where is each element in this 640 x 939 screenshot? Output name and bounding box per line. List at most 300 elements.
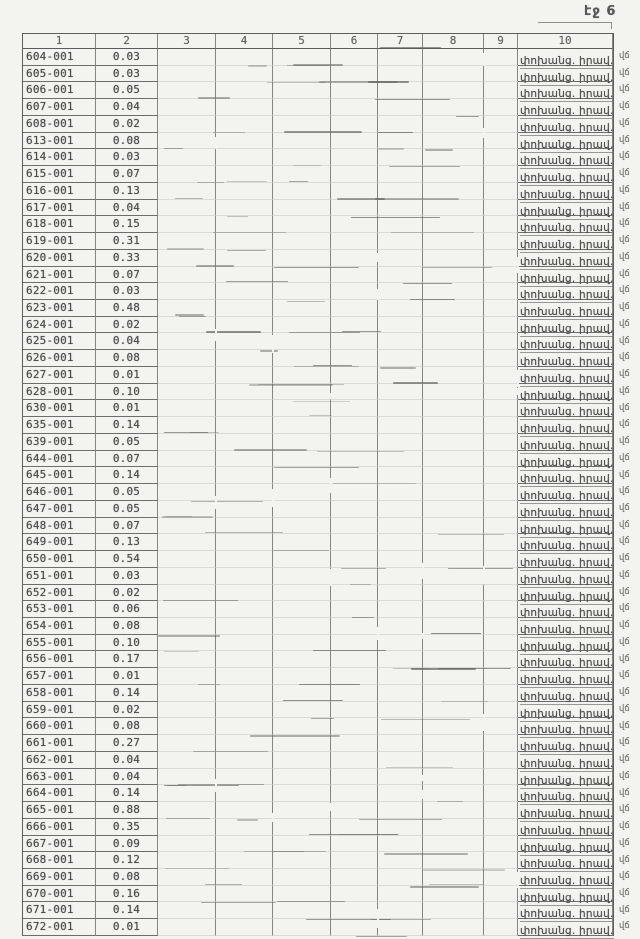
empty-cell [378, 718, 423, 735]
right-type-label: փոխանց. իրավ. [520, 557, 614, 570]
row-margin-mark: վճ [619, 703, 630, 714]
value-cell: 0.08 [96, 133, 158, 150]
scan-artifact [198, 97, 231, 99]
empty-cell [216, 902, 273, 919]
parcel-code-cell: 649-001 [23, 534, 96, 551]
empty-cell [423, 183, 484, 200]
scan-artifact [201, 902, 276, 903]
table-row [23, 133, 613, 150]
empty-cell [423, 484, 484, 501]
empty-cell [484, 902, 518, 919]
scan-artifact [164, 148, 183, 149]
empty-cell [273, 501, 331, 518]
value-cell: 0.02 [96, 317, 158, 334]
parcel-code-cell: 623-001 [23, 300, 96, 317]
empty-cell [158, 585, 216, 602]
right-type-cell [518, 551, 613, 568]
empty-cell [216, 769, 273, 786]
empty-cell [158, 283, 216, 300]
value-cell: 0.02 [96, 116, 158, 133]
scan-gap-artifact [517, 872, 519, 889]
value-cell: 0.10 [96, 384, 158, 401]
row-margin-mark: վճ [619, 586, 630, 597]
empty-cell [216, 384, 273, 401]
empty-cell [331, 283, 378, 300]
empty-cell [378, 886, 423, 903]
empty-cell [216, 400, 273, 417]
table-row [23, 518, 613, 535]
empty-cell [484, 551, 518, 568]
table-row [23, 752, 613, 769]
scan-artifact [393, 668, 431, 669]
empty-cell [423, 802, 484, 819]
scan-artifact [378, 132, 413, 133]
parcel-code-cell: 624-001 [23, 317, 96, 334]
empty-cell [331, 718, 378, 735]
empty-cell [331, 635, 378, 652]
empty-cell [378, 333, 423, 350]
empty-cell [378, 651, 423, 668]
right-type-label: փոխանց. իրավ. [520, 590, 614, 603]
empty-cell [378, 183, 423, 200]
page-number-underline-tick [611, 22, 612, 29]
empty-cell [216, 99, 273, 116]
empty-cell [378, 769, 423, 786]
row-margin-mark: վճ [619, 218, 630, 229]
row-margin-mark: վճ [619, 134, 630, 145]
empty-cell [331, 384, 378, 401]
scan-artifact [381, 719, 470, 720]
empty-cell [484, 467, 518, 484]
empty-cell [423, 116, 484, 133]
empty-cell [423, 367, 484, 384]
scan-gap-artifact [215, 329, 217, 342]
empty-cell [423, 702, 484, 719]
value-cell: 0.07 [96, 267, 158, 284]
empty-cell [158, 902, 216, 919]
table-row [23, 99, 613, 116]
right-type-label: փոխանց. իրավ. [520, 858, 614, 871]
scan-gap-artifact [483, 128, 485, 137]
scan-artifact [441, 701, 489, 702]
scan-artifact [352, 617, 373, 618]
parcel-code-cell: 625-001 [23, 333, 96, 350]
row-margin-mark: վճ [619, 636, 630, 647]
scan-artifact [258, 384, 344, 385]
parcel-code-cell: 657-001 [23, 668, 96, 685]
empty-cell [484, 501, 518, 518]
empty-cell [423, 300, 484, 317]
scan-artifact [410, 299, 455, 300]
row-margin-mark: վճ [619, 737, 630, 748]
right-type-label: փոխանց. իրավ. [520, 908, 614, 921]
empty-cell [216, 819, 273, 836]
scan-artifact [380, 367, 416, 369]
value-cell: 0.07 [96, 518, 158, 535]
parcel-code-cell: 668-001 [23, 852, 96, 869]
empty-cell [216, 702, 273, 719]
empty-cell [423, 384, 484, 401]
right-type-cell [518, 267, 613, 284]
empty-cell [484, 585, 518, 602]
empty-cell [423, 836, 484, 853]
empty-cell [331, 250, 378, 267]
empty-cell [216, 501, 273, 518]
scan-artifact [423, 267, 492, 268]
empty-cell [158, 216, 216, 233]
scan-artifact [317, 451, 404, 452]
empty-cell [423, 451, 484, 468]
parcel-code-cell: 672-001 [23, 919, 96, 936]
empty-cell [273, 869, 331, 886]
empty-cell [423, 133, 484, 150]
table-row [23, 802, 613, 819]
empty-cell [158, 350, 216, 367]
empty-cell [273, 752, 331, 769]
empty-cell [484, 869, 518, 886]
right-type-cell [518, 133, 613, 150]
empty-cell [158, 668, 216, 685]
value-cell: 0.03 [96, 283, 158, 300]
value-cell: 0.09 [96, 836, 158, 853]
row-margin-mark: վճ [619, 51, 630, 61]
empty-cell [273, 233, 331, 250]
right-type-label: փոխանց. իրավ. [520, 808, 614, 821]
empty-cell [216, 919, 273, 936]
empty-cell [484, 116, 518, 133]
empty-cell [273, 367, 331, 384]
empty-cell [158, 685, 216, 702]
empty-cell [273, 635, 331, 652]
scan-artifact [437, 801, 463, 802]
empty-cell [378, 200, 423, 217]
row-margin-mark: վճ [619, 385, 630, 396]
scan-artifact [196, 265, 234, 267]
table-row [23, 534, 613, 551]
scan-artifact [164, 651, 199, 652]
empty-cell [378, 518, 423, 535]
parcel-code-cell: 670-001 [23, 886, 96, 903]
scan-artifact [164, 432, 207, 433]
empty-cell [216, 451, 273, 468]
empty-cell [158, 819, 216, 836]
empty-cell [273, 735, 331, 752]
parcel-code-cell: 660-001 [23, 718, 96, 735]
empty-cell [216, 785, 273, 802]
empty-cell [273, 451, 331, 468]
value-cell: 0.14 [96, 467, 158, 484]
column-header: 4 [216, 34, 273, 49]
table-row [23, 384, 613, 401]
scan-artifact [384, 853, 467, 855]
table-row [23, 250, 613, 267]
scan-gap-artifact [272, 335, 274, 354]
empty-cell [378, 702, 423, 719]
parcel-code-cell: 604-001 [23, 49, 96, 66]
scan-artifact [166, 818, 210, 819]
right-type-cell [518, 149, 613, 166]
row-margin-mark: վճ [619, 268, 630, 279]
right-type-cell [518, 852, 613, 869]
parcel-code-cell: 667-001 [23, 836, 96, 853]
right-type-cell [518, 367, 613, 384]
row-margin-mark: վճ [619, 352, 630, 363]
empty-cell [331, 333, 378, 350]
empty-cell [423, 283, 484, 300]
empty-cell [273, 300, 331, 317]
parcel-code-cell: 648-001 [23, 518, 96, 535]
right-type-label: փոխանց. իրավ. [520, 623, 614, 636]
empty-cell [423, 551, 484, 568]
empty-cell [423, 501, 484, 518]
parcel-code-cell: 645-001 [23, 467, 96, 484]
empty-cell [273, 200, 331, 217]
row-margin-mark: վճ [619, 335, 630, 346]
right-type-cell [518, 919, 613, 936]
right-type-cell [518, 350, 613, 367]
empty-cell [484, 601, 518, 618]
right-type-label: փոխանց. իրավ. [520, 657, 614, 670]
value-cell: 0.03 [96, 149, 158, 166]
right-type-cell [518, 467, 613, 484]
empty-cell [331, 551, 378, 568]
parcel-code-cell: 619-001 [23, 233, 96, 250]
scan-artifact [429, 884, 484, 885]
row-margin-mark: վճ [619, 754, 630, 765]
empty-cell [378, 467, 423, 484]
empty-cell [216, 718, 273, 735]
empty-cell [378, 735, 423, 752]
empty-cell [378, 534, 423, 551]
empty-cell [378, 551, 423, 568]
empty-cell [423, 317, 484, 334]
column-header: 8 [423, 34, 484, 49]
empty-cell [158, 752, 216, 769]
table-row [23, 886, 613, 903]
empty-cell [158, 333, 216, 350]
right-type-cell [518, 216, 613, 233]
parcel-code-cell: 647-001 [23, 501, 96, 518]
scan-artifact [277, 901, 344, 902]
empty-cell [216, 149, 273, 166]
scan-artifact [197, 182, 223, 183]
right-type-label: փոխանց. իրավ. [520, 490, 614, 503]
empty-cell [331, 869, 378, 886]
parcel-code-cell: 626-001 [23, 350, 96, 367]
value-cell: 0.14 [96, 785, 158, 802]
empty-cell [378, 367, 423, 384]
right-type-cell [518, 618, 613, 635]
right-type-label: փոխանց. իրավ. [520, 456, 614, 469]
empty-cell [273, 601, 331, 618]
empty-cell [216, 635, 273, 652]
empty-cell [484, 718, 518, 735]
scan-artifact [313, 650, 386, 651]
right-type-label: փոխանց. իրավ. [520, 372, 614, 385]
table-row [23, 852, 613, 869]
empty-cell [423, 350, 484, 367]
row-margin-mark: վճ [619, 653, 630, 664]
right-type-label: փոխանց. իրավ. [520, 255, 614, 268]
empty-cell [216, 601, 273, 618]
empty-cell [423, 49, 484, 66]
empty-cell [484, 668, 518, 685]
row-margin-mark: վճ [619, 436, 630, 447]
empty-cell [378, 350, 423, 367]
parcel-code-cell: 606-001 [23, 82, 96, 99]
right-type-cell [518, 869, 613, 886]
right-type-label: փոխանց. իրավ. [520, 172, 614, 185]
empty-cell [378, 785, 423, 802]
parcel-code-cell: 655-001 [23, 635, 96, 652]
parcel-code-cell: 605-001 [23, 66, 96, 83]
empty-cell [378, 852, 423, 869]
empty-cell [378, 484, 423, 501]
empty-cell [331, 501, 378, 518]
value-cell: 0.10 [96, 635, 158, 652]
empty-cell [378, 82, 423, 99]
empty-cell [216, 183, 273, 200]
empty-cell [484, 618, 518, 635]
table-row [23, 183, 613, 200]
row-margin-mark: վճ [619, 569, 630, 580]
parcel-code-cell: 617-001 [23, 200, 96, 217]
scan-artifact [283, 700, 343, 701]
right-type-cell [518, 250, 613, 267]
empty-cell [378, 601, 423, 618]
empty-cell [423, 66, 484, 83]
right-type-label: փոխանց. իրավ. [520, 55, 614, 67]
row-margin-mark: վճ [619, 251, 630, 262]
empty-cell [158, 166, 216, 183]
empty-cell [216, 752, 273, 769]
row-margin-mark: վճ [619, 871, 630, 882]
empty-cell [484, 819, 518, 836]
row-margin-mark: վճ [619, 536, 630, 547]
scan-artifact [351, 217, 440, 218]
right-type-cell [518, 434, 613, 451]
parcel-code-cell: 646-001 [23, 484, 96, 501]
right-type-cell [518, 99, 613, 116]
empty-cell [331, 200, 378, 217]
empty-cell [331, 601, 378, 618]
empty-cell [484, 149, 518, 166]
empty-cell [484, 518, 518, 535]
empty-cell [484, 702, 518, 719]
empty-cell [331, 735, 378, 752]
right-type-cell [518, 802, 613, 819]
value-cell: 0.04 [96, 752, 158, 769]
empty-cell [158, 618, 216, 635]
parcel-code-cell: 671-001 [23, 902, 96, 919]
scan-artifact [287, 65, 330, 66]
empty-cell [484, 836, 518, 853]
value-cell: 0.05 [96, 82, 158, 99]
right-type-label: փոխանց. իրավ. [520, 523, 614, 536]
empty-cell [423, 82, 484, 99]
empty-cell [158, 99, 216, 116]
empty-cell [158, 802, 216, 819]
empty-cell [423, 200, 484, 217]
right-type-label: փոխանց. իրավ. [520, 339, 614, 352]
empty-cell [273, 183, 331, 200]
scan-gap-artifact [215, 779, 217, 792]
scan-artifact [333, 483, 416, 484]
value-cell: 0.04 [96, 99, 158, 116]
empty-cell [378, 384, 423, 401]
table-row [23, 869, 613, 886]
table-row [23, 769, 613, 786]
table-row [23, 718, 613, 735]
right-type-cell [518, 769, 613, 786]
table-row [23, 82, 613, 99]
empty-cell [423, 752, 484, 769]
empty-cell [331, 668, 378, 685]
empty-cell [378, 668, 423, 685]
row-margin-mark: վճ [619, 502, 630, 513]
row-margin-mark: վճ [619, 168, 630, 179]
empty-cell [378, 836, 423, 853]
empty-cell [216, 802, 273, 819]
right-type-cell [518, 283, 613, 300]
empty-cell [423, 585, 484, 602]
parcel-code-cell: 639-001 [23, 434, 96, 451]
scan-artifact [267, 82, 326, 83]
empty-cell [331, 300, 378, 317]
scan-gap-artifact [377, 627, 379, 640]
empty-cell [378, 919, 423, 936]
scan-artifact [274, 267, 359, 268]
empty-cell [216, 585, 273, 602]
right-type-cell [518, 116, 613, 133]
empty-cell [331, 568, 378, 585]
value-cell: 0.14 [96, 902, 158, 919]
right-type-label: փոխանց. իրավ. [520, 71, 614, 84]
right-type-label: փոխանց. իրավ. [520, 791, 614, 804]
empty-cell [273, 551, 331, 568]
value-cell: 0.08 [96, 618, 158, 635]
right-type-cell [518, 300, 613, 317]
empty-cell [216, 116, 273, 133]
empty-cell [423, 735, 484, 752]
empty-cell [331, 651, 378, 668]
parcel-code-cell: 620-001 [23, 250, 96, 267]
column-header: 6 [331, 34, 378, 49]
empty-cell [158, 769, 216, 786]
empty-cell [484, 434, 518, 451]
table-row [23, 785, 613, 802]
scan-artifact [341, 568, 386, 569]
right-type-cell [518, 651, 613, 668]
scan-artifact [158, 635, 220, 637]
empty-cell [484, 735, 518, 752]
value-cell: 0.01 [96, 919, 158, 936]
right-type-cell [518, 233, 613, 250]
parcel-code-cell: 621-001 [23, 267, 96, 284]
right-type-cell [518, 417, 613, 434]
empty-cell [158, 116, 216, 133]
parcel-code-cell: 663-001 [23, 769, 96, 786]
right-type-label: փոխանց. իրավ. [520, 289, 614, 302]
scan-artifact [389, 166, 460, 167]
empty-cell [273, 769, 331, 786]
empty-cell [331, 267, 378, 284]
right-type-label: փոխանց. իրավ. [520, 891, 614, 904]
row-margin-mark: վճ [619, 67, 630, 78]
empty-cell [484, 133, 518, 150]
empty-cell [331, 166, 378, 183]
scan-artifact [163, 600, 238, 601]
